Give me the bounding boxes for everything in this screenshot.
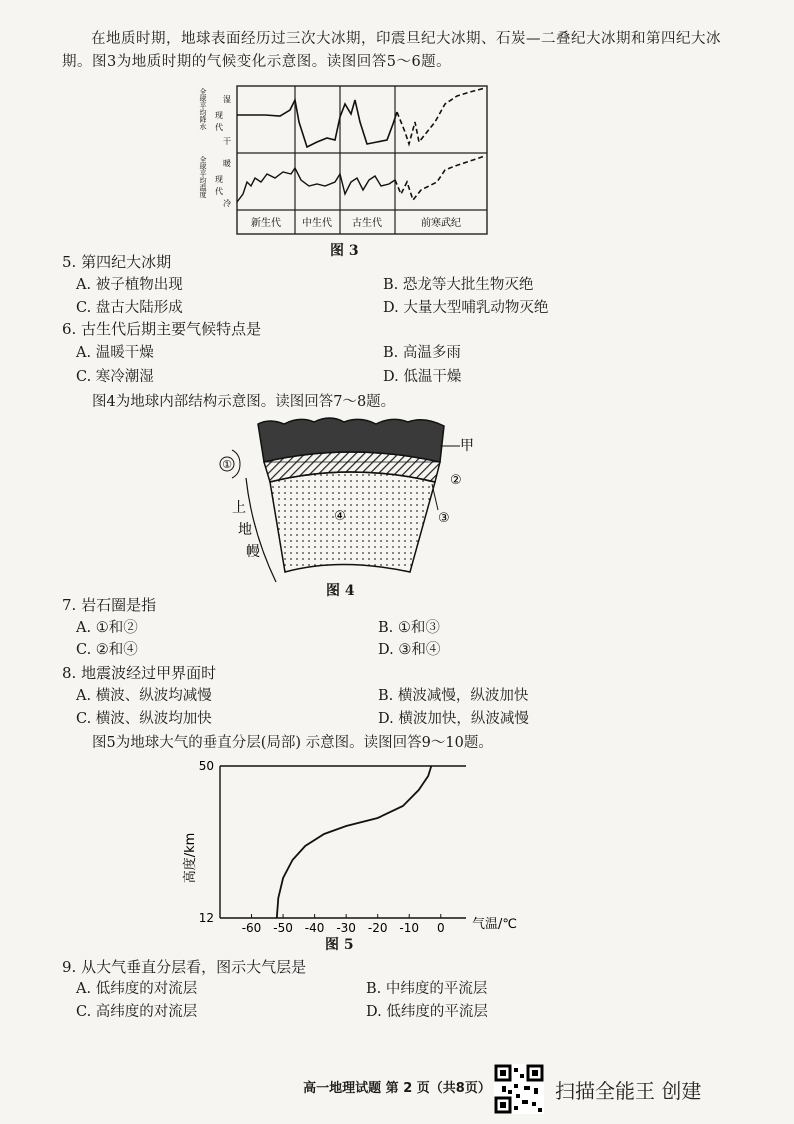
x-tick-label: -20 bbox=[367, 921, 388, 935]
fig3-y-upper-label: 全球平均降水 bbox=[199, 88, 207, 130]
layer-4-region bbox=[270, 472, 435, 572]
fig3-dai2: 代 bbox=[215, 187, 223, 196]
figure-5-intro: 图5为地球大气的垂直分层(局部) 示意图。读图回答9～10题。 bbox=[92, 735, 493, 751]
q6-option-a[interactable]: A. 温暖干燥 bbox=[76, 345, 154, 361]
q7-option-c[interactable]: C. ②和④ bbox=[76, 642, 138, 658]
x-tick-label: -40 bbox=[304, 921, 325, 935]
temperature-curve-dashed bbox=[395, 156, 485, 200]
upper-mantle-char-3: 幔 bbox=[246, 544, 260, 560]
question-5-stem: 5. 第四纪大冰期 bbox=[62, 253, 172, 271]
x-tick-label: 0 bbox=[436, 921, 445, 935]
q9-option-b[interactable]: B. 中纬度的平流层 bbox=[366, 981, 488, 997]
question-7-stem: 7. 岩石圈是指 bbox=[62, 596, 157, 614]
temperature-altitude-curve bbox=[277, 766, 432, 918]
fig3-dry: 干 bbox=[223, 137, 231, 146]
y-tick-label: 50 bbox=[198, 759, 214, 773]
figure-4-intro: 图4为地球内部结构示意图。读图回答7～8题。 bbox=[92, 394, 396, 410]
label-1: ① bbox=[222, 458, 232, 471]
fig3-era-paleozoic: 古生代 bbox=[352, 218, 382, 229]
fig3-era-precambrian: 前寒武纪 bbox=[421, 218, 461, 229]
q5-option-d[interactable]: D. 大量大型哺乳动物灭绝 bbox=[383, 300, 549, 316]
figure-4-caption: 图 4 bbox=[326, 583, 355, 599]
question-9-stem: 9. 从大气垂直分层看，图示大气层是 bbox=[62, 958, 307, 976]
x-tick-label: -60 bbox=[241, 921, 262, 935]
q6-option-c[interactable]: C. 寒冷潮湿 bbox=[76, 369, 154, 385]
fig3-era-mesozoic: 中生代 bbox=[302, 218, 332, 229]
q9-option-c[interactable]: C. 高纬度的对流层 bbox=[76, 1004, 198, 1020]
precipitation-curve bbox=[237, 100, 397, 147]
q5-option-a[interactable]: A. 被子植物出现 bbox=[76, 277, 183, 293]
precipitation-curve-dashed bbox=[397, 88, 485, 144]
figure-3-caption: 图 3 bbox=[330, 243, 359, 259]
figure-4-earth-interior bbox=[210, 412, 490, 587]
question-6-stem: 6. 古生代后期主要气候特点是 bbox=[62, 320, 262, 338]
fig3-now1: 现 bbox=[215, 111, 223, 120]
x-tick-label: -10 bbox=[399, 921, 420, 935]
q6-option-b[interactable]: B. 高温多雨 bbox=[383, 345, 461, 361]
fig3-era-cenozoic: 新生代 bbox=[251, 218, 281, 229]
fig3-dai1: 代 bbox=[215, 123, 223, 132]
fig3-warm: 暖 bbox=[223, 159, 231, 168]
qr-code-icon bbox=[494, 1064, 544, 1114]
upper-mantle-char-1: 上 bbox=[232, 500, 246, 516]
x-tick-label: -30 bbox=[336, 921, 356, 935]
y-axis-label: 高度/km bbox=[183, 832, 198, 884]
intro-paragraph: 在地质时期，地球表面经历过三次大冰期，印震旦纪大冰期、石炭—二叠纪大冰期和第四纪大冰期。图3为地质时期的气候变化示意图。读图回答5～6题。 bbox=[62, 31, 721, 70]
question-8-stem: 8. 地震波经过甲界面时 bbox=[62, 664, 217, 682]
fig3-now2: 现 bbox=[215, 175, 223, 184]
x-tick-label: -50 bbox=[273, 921, 293, 935]
figure-3-climate-change bbox=[195, 82, 495, 252]
fig3-y-lower-label: 全球平均温度 bbox=[199, 156, 207, 198]
page-footer: 高一地理试题 第 2 页（共8页） bbox=[303, 1081, 491, 1096]
label-2: ② bbox=[450, 473, 462, 488]
q9-option-d[interactable]: D. 低纬度的平流层 bbox=[366, 1004, 488, 1020]
q8-option-b[interactable]: B. 横波减慢，纵波加快 bbox=[378, 688, 529, 704]
label-4: ④ bbox=[334, 509, 346, 524]
fig3-wet: 湿 bbox=[223, 95, 231, 104]
label-3: ③ bbox=[438, 511, 450, 526]
scan-watermark: 扫描全能王 创建 bbox=[555, 1079, 702, 1103]
q7-option-b[interactable]: B. ①和③ bbox=[378, 620, 440, 636]
upper-mantle-char-2: 地 bbox=[238, 522, 252, 538]
q8-option-c[interactable]: C. 横波、纵波均加快 bbox=[76, 711, 212, 727]
y-tick-label: 12 bbox=[198, 911, 214, 925]
label-jia: 甲 bbox=[460, 438, 474, 454]
q6-option-d[interactable]: D. 低温干燥 bbox=[383, 369, 462, 385]
temperature-curve bbox=[237, 168, 395, 202]
q9-option-a[interactable]: A. 低纬度的对流层 bbox=[76, 981, 198, 997]
q8-option-a[interactable]: A. 横波、纵波均减慢 bbox=[76, 688, 212, 704]
q7-option-d[interactable]: D. ③和④ bbox=[378, 642, 441, 658]
q5-option-b[interactable]: B. 恐龙等大批生物灭绝 bbox=[383, 277, 534, 293]
q5-option-c[interactable]: C. 盘古大陆形成 bbox=[76, 300, 183, 316]
figure-5-chart bbox=[180, 752, 520, 948]
q7-option-a[interactable]: A. ①和② bbox=[76, 620, 138, 636]
q8-option-d[interactable]: D. 横波加快，纵波减慢 bbox=[378, 711, 529, 727]
figure-5-caption: 图 5 bbox=[325, 937, 354, 953]
fig3-cold: 冷 bbox=[223, 199, 231, 208]
x-axis-label: 气温/℃ bbox=[472, 917, 517, 932]
